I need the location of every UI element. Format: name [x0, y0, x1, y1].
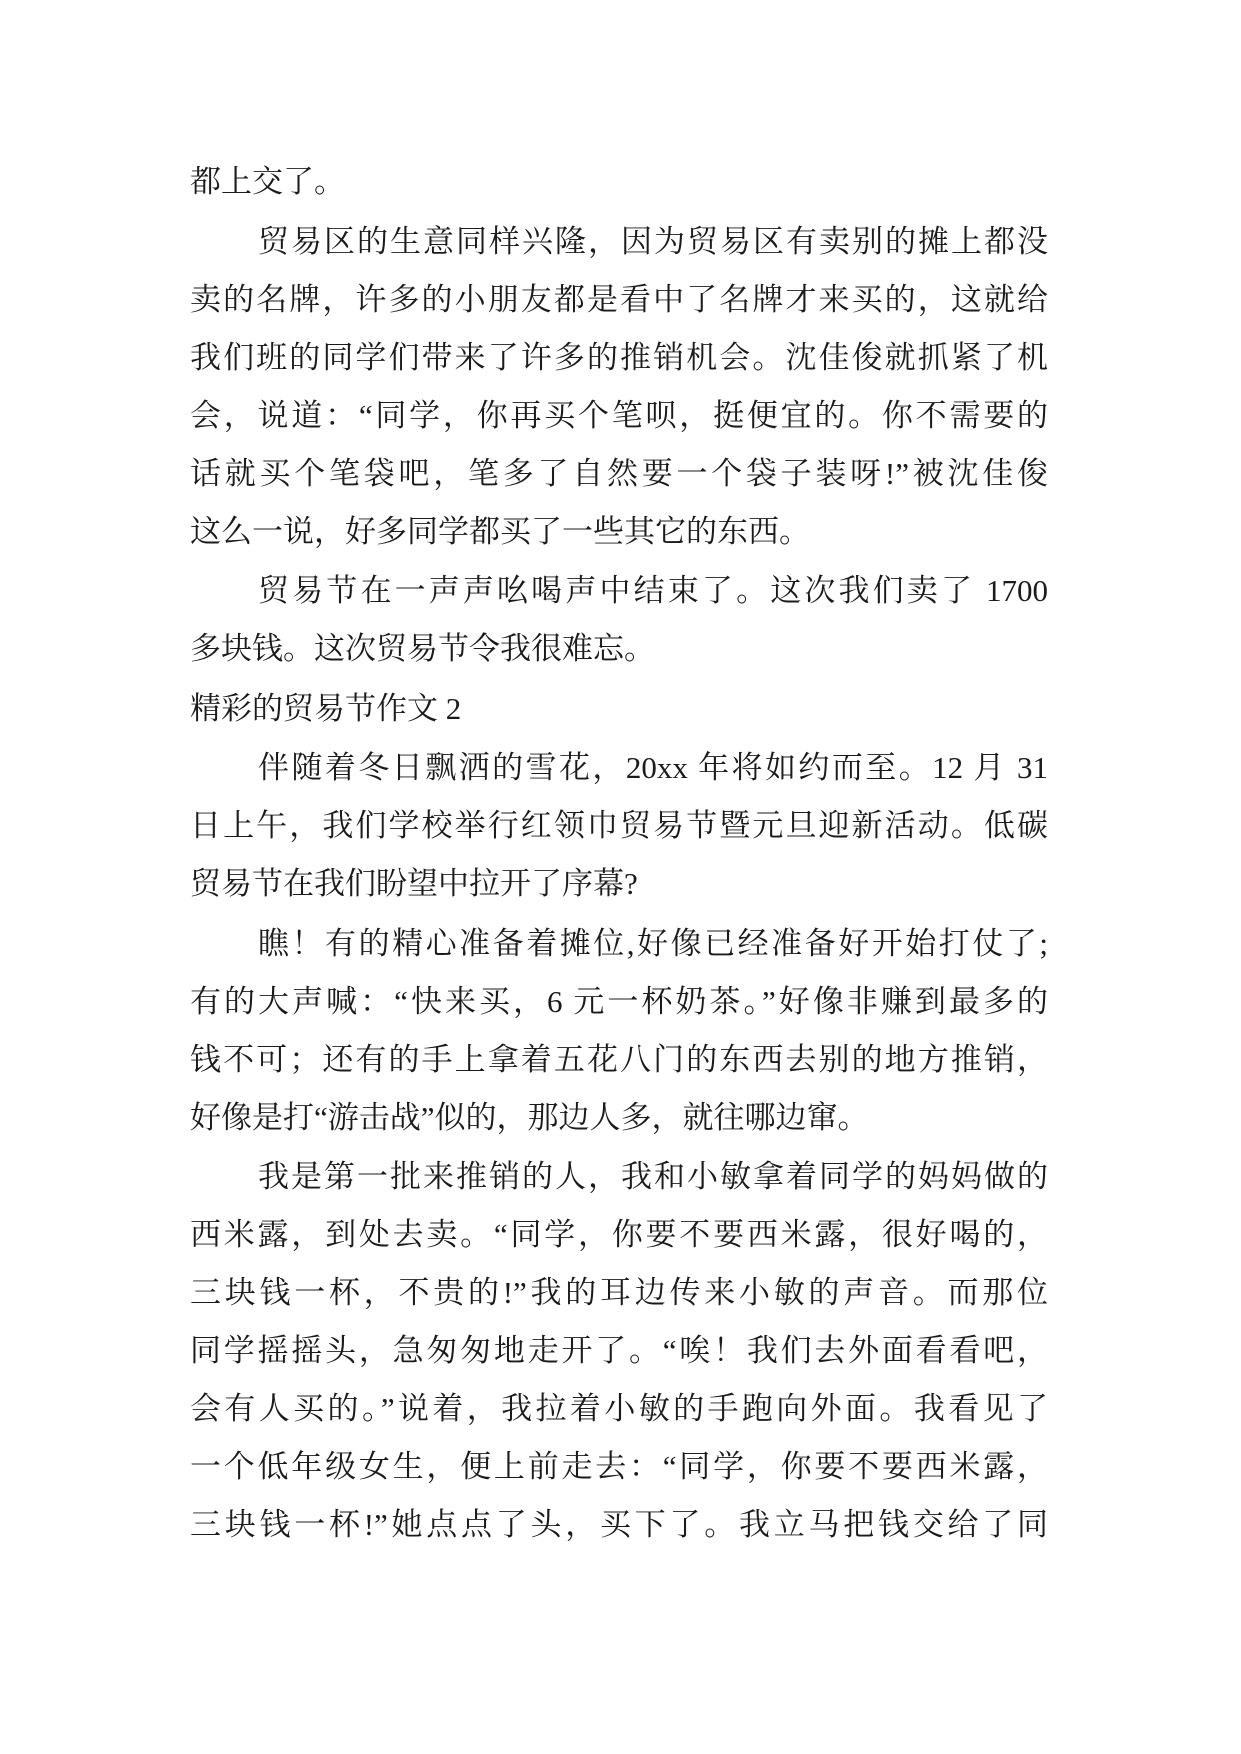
text-line: 有的大声喊：“快来买，6 元一杯奶茶。”好像非赚到最多的	[190, 983, 1048, 1019]
paragraph-continuation	[190, 153, 1048, 211]
text-line: 瞧！有的精心准备着摊位,好像已经准备好开始打仗了;	[258, 925, 1048, 961]
heading-text: 精彩的贸易节作文 2	[190, 690, 462, 726]
text-line: 都上交了。	[190, 164, 345, 199]
paragraph	[190, 213, 1048, 561]
text-line: 会，说道：“同学，你再买个笔呗，挺便宜的。你不需要的	[190, 397, 1048, 433]
text-line: 西米露，到处去卖。“同学，你要不要西米露，很好喝的，	[190, 1217, 1048, 1252]
section-heading	[190, 680, 1048, 738]
text-line: 卖的名牌，许多的小朋友都是看中了名牌才来买的，这就给	[190, 281, 1048, 317]
text-line: 同学摇摇头，急匆匆地走开了。“唉！我们去外面看看吧，	[190, 1333, 1048, 1368]
text-line: 多块钱。这次贸易节令我很难忘。	[190, 631, 655, 666]
paragraph	[190, 739, 1048, 913]
text-line: 三块钱一杯!”她点点了头，买下了。我立马把钱交给了同	[190, 1507, 1048, 1542]
text-line: 话就买个笔袋吧，笔多了自然要一个袋子装呀!”被沈佳俊	[190, 455, 1048, 491]
text-line: 一个低年级女生，便上前走去：“同学，你要不要西米露，	[190, 1449, 1048, 1484]
paragraph	[190, 1148, 1048, 1554]
paragraph	[190, 915, 1048, 1147]
text-line: 贸易节在我们盼望中拉开了序幕?	[190, 866, 638, 901]
paragraph	[190, 562, 1048, 678]
text-line: 这么一说，好多同学都买了一些其它的东西。	[190, 513, 810, 549]
text-line: 贸易区的生意同样兴隆，因为贸易区有卖别的摊上都没	[258, 223, 1048, 259]
text-line: 三块钱一杯，不贵的!”我的耳边传来小敏的声音。而那位	[190, 1275, 1048, 1310]
text-line: 我们班的同学们带来了许多的推销机会。沈佳俊就抓紧了机	[190, 339, 1048, 375]
text-line: 日上午，我们学校举行红领巾贸易节暨元旦迎新活动。低碳	[190, 808, 1048, 843]
document-body	[190, 153, 1048, 1554]
text-line: 会有人买的。”说着，我拉着小敏的手跑向外面。我看见了	[190, 1391, 1048, 1426]
text-line: 钱不可；还有的手上拿着五花八门的东西去别的地方推销，	[190, 1041, 1048, 1077]
text-line: 我是第一批来推销的人，我和小敏拿着同学的妈妈做的	[258, 1159, 1048, 1194]
text-line: 伴随着冬日飘洒的雪花，20xx 年将如约而至。12 月 31	[258, 750, 1048, 785]
text-line: 贸易节在一声声吆喝声中结束了。这次我们卖了 1700	[258, 573, 1048, 608]
text-line: 好像是打“游击战”似的，那边人多，就往哪边窜。	[190, 1099, 869, 1135]
